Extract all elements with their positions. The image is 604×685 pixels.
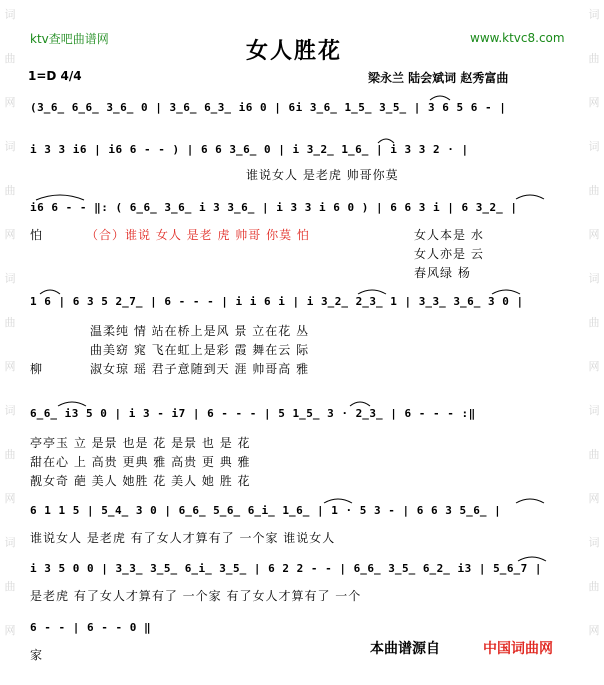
- watermark-char: 网: [4, 624, 16, 637]
- notation-row-5: 6̲6̲ i3 5 0 | i 3 - i7 | 6 - - - | 5 1̲5̲ 3 · 2̲3̲ | 6 - - - :‖: [30, 407, 476, 420]
- watermark-char: 词: [588, 536, 600, 549]
- lyric-row-4-2: 曲美窈 窕 飞在虹上是彩 霞 舞在云 际: [90, 343, 310, 357]
- watermark-char: 词: [588, 404, 600, 417]
- notation-row-8: 6 - - | 6 - - 0 ‖: [30, 621, 152, 634]
- watermark-char: 曲: [588, 448, 600, 461]
- lyric-row-3b2: 女人亦是 云: [414, 247, 484, 261]
- watermark-char: 网: [4, 360, 16, 373]
- lyric-row-8: 家: [30, 648, 44, 662]
- lyric-row-4-3a: 柳: [30, 362, 44, 376]
- lyric-row-4-3b: 淑女琼 瑶 君子意随到天 涯 帅哥高 雅: [90, 362, 310, 376]
- watermark-char: 网: [4, 96, 16, 109]
- lyric-row-4-1: 温柔纯 情 站在桥上是风 景 立在花 丛: [90, 324, 310, 338]
- watermark-char: 曲: [4, 580, 16, 593]
- watermark-char: 曲: [4, 448, 16, 461]
- lyric-chorus: （合）谁说 女人 是老 虎 帅哥 你莫 怕: [86, 228, 310, 242]
- source-site: 中国词曲网: [483, 641, 553, 657]
- watermark-char: 网: [4, 228, 16, 241]
- notation-row-7: i 3 5 0 0 | 3̲3̲ 3̲5̲ 6̲i̲ 3̲5̲ | 6 2 2 - - | 6̲6̲ 3̲5̲ 6̲2̲ i3 | 5̲6̲7 |: [30, 562, 542, 575]
- watermark-char: 词: [4, 272, 16, 285]
- notation-row-1: (3̲6̲ 6̲6̲ 3̲6̲ 0 | 3̲6̲ 6̲3̲ i6 0 | 6i 3̲6̲ 1̲5̲ 3̲5̲ | 3 6 5 6 - |: [30, 101, 507, 114]
- lyric-row-7: 是老虎 有了女人才算有了 一个家 有了女人才算有了 一个: [30, 589, 362, 603]
- watermark-char: 曲: [588, 184, 600, 197]
- watermark-char: 词: [4, 536, 16, 549]
- watermark-char: 词: [4, 140, 16, 153]
- site-logo-left: ktv查吧曲谱网: [30, 32, 109, 46]
- watermark-char: 网: [588, 228, 600, 241]
- watermark-char: 词: [588, 8, 600, 21]
- key-signature: 1=D 4/4: [28, 69, 82, 83]
- watermark-char: 网: [588, 492, 600, 505]
- watermark-char: 曲: [4, 52, 16, 65]
- lyric-row-6: 谁说女人 是老虎 有了女人才算有了 一个家 谁说女人: [30, 531, 336, 545]
- notation-row-3: i6 6 - - ‖: ( 6̲6̲ 3̲6̲ i 3 3̲6̲ | i 3 3 i 6 0 ) | 6 6 3 i | 6 3̲2̲ |: [30, 201, 518, 214]
- watermark-char: 词: [4, 8, 16, 21]
- watermark-char: 曲: [588, 580, 600, 593]
- site-url-right: www.ktvc8.com: [470, 31, 565, 45]
- lyric-row-3b1: 女人本是 水: [414, 228, 484, 242]
- watermark-char: 网: [588, 96, 600, 109]
- notation-row-6: 6 1 1 5 | 5̲4̲ 3 0 | 6̲6̲ 5̲6̲ 6̲i̲ 1̲6̲ | 1 · 5 3 - | 6 6 3 5̲6̲ |: [30, 504, 502, 517]
- watermark-char: 词: [588, 272, 600, 285]
- watermark-char: 网: [588, 624, 600, 637]
- lyric-row-3b3: 春风绿 杨: [414, 266, 471, 280]
- lyric-row-2: 谁说女人 是老虎 帅哥你莫: [246, 168, 399, 182]
- notation-row-4: 1 6 | 6 3 5 2̲7̲ | 6 - - - | i i 6 i | i 3̲2̲ 2̲3̲ 1 | 3̲3̲ 3̲6̲ 3 0 |: [30, 295, 524, 308]
- lyric-row-5-1: 亭亭玉 立 是景 也是 花 是景 也 是 花: [30, 436, 251, 450]
- watermark-char: 曲: [588, 52, 600, 65]
- watermark-char: 词: [588, 140, 600, 153]
- watermark-char: 词: [4, 404, 16, 417]
- lyric-row-5-2: 甜在心 上 高贵 更典 雅 高贵 更 典 雅: [30, 455, 251, 469]
- watermark-char: 曲: [4, 184, 16, 197]
- song-title: 女人胜花: [246, 39, 343, 64]
- notation-row-2: i 3 3 i6 | i6 6 - - ) | 6 6 3̲6̲ 0 | i 3̲2̲ 1̲6̲ | i 3 3 2 · |: [30, 143, 469, 156]
- watermark-char: 网: [4, 492, 16, 505]
- lyric-row-3a: 怕: [30, 228, 44, 242]
- lyric-row-5-3: 靓女奇 葩 美人 她胜 花 美人 她 胜 花: [30, 474, 251, 488]
- source-label: 本曲谱源自: [370, 641, 440, 657]
- watermark-char: 曲: [4, 316, 16, 329]
- watermark-char: 网: [588, 360, 600, 373]
- credits: 梁永兰 陆会斌词 赵秀富曲: [368, 71, 509, 85]
- watermark-char: 曲: [588, 316, 600, 329]
